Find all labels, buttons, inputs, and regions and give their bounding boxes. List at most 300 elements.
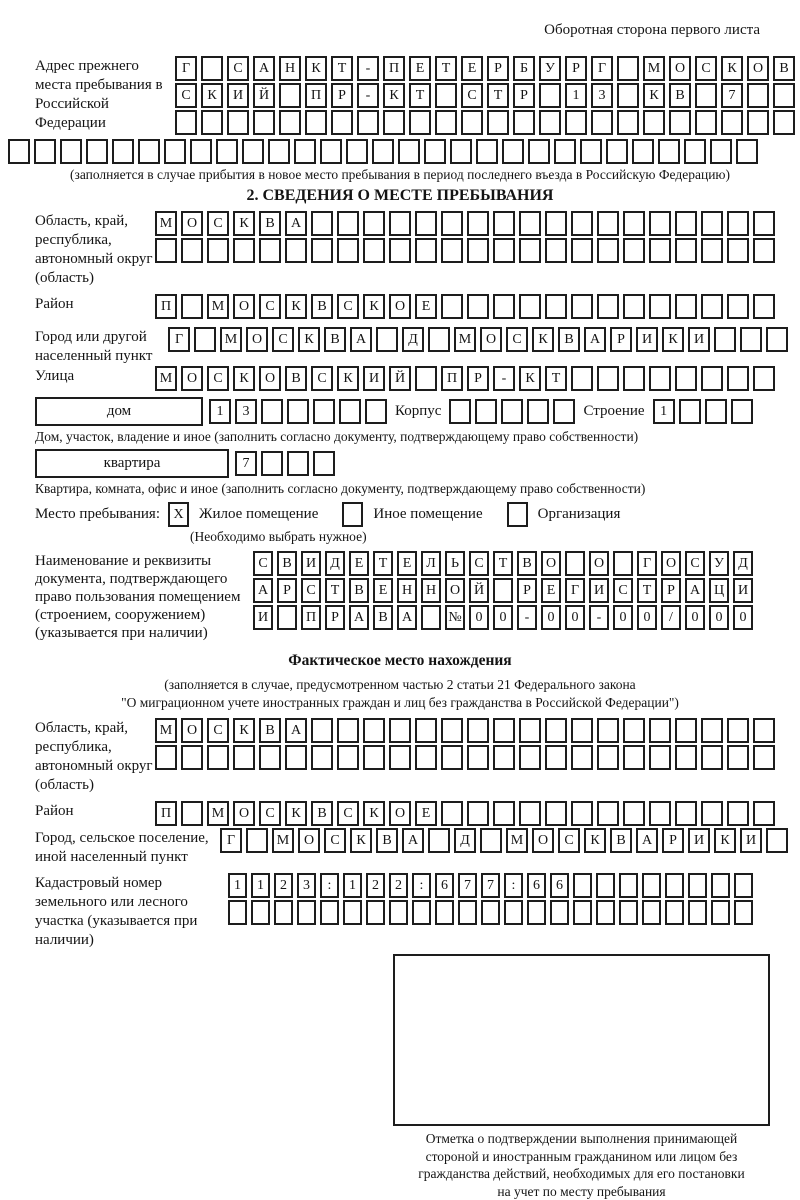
kvartira-box[interactable]: квартира <box>35 449 229 478</box>
char-cell[interactable] <box>493 211 515 236</box>
char-cell[interactable]: 0 <box>541 605 561 630</box>
char-cell[interactable]: Т <box>409 83 431 108</box>
char-cell[interactable] <box>658 139 680 164</box>
char-cell[interactable] <box>366 900 385 925</box>
char-cell[interactable]: Р <box>661 578 681 603</box>
char-cell[interactable]: И <box>688 828 710 853</box>
char-cell[interactable] <box>527 399 549 424</box>
char-cell[interactable] <box>675 294 697 319</box>
char-cell[interactable]: Р <box>662 828 684 853</box>
char-cell[interactable] <box>190 139 212 164</box>
char-cell[interactable] <box>649 294 671 319</box>
char-cell[interactable] <box>389 211 411 236</box>
char-cell[interactable] <box>441 211 463 236</box>
char-cell[interactable]: С <box>253 551 273 576</box>
char-cell[interactable] <box>727 801 749 826</box>
char-cell[interactable]: С <box>259 294 281 319</box>
char-cell[interactable] <box>86 139 108 164</box>
char-cell[interactable] <box>228 900 247 925</box>
char-cell[interactable] <box>773 110 795 135</box>
char-cell[interactable] <box>731 399 753 424</box>
char-cell[interactable] <box>501 399 523 424</box>
char-cell[interactable] <box>409 110 431 135</box>
char-cell[interactable] <box>493 718 515 743</box>
char-cell[interactable] <box>665 900 684 925</box>
char-cell[interactable]: 0 <box>565 605 585 630</box>
char-cell[interactable] <box>623 294 645 319</box>
char-cell[interactable]: 6 <box>527 873 546 898</box>
char-cell[interactable] <box>461 110 483 135</box>
char-cell[interactable] <box>112 139 134 164</box>
char-cell[interactable]: К <box>383 83 405 108</box>
char-cell[interactable] <box>311 745 333 770</box>
char-cell[interactable]: И <box>363 366 385 391</box>
char-cell[interactable] <box>421 605 441 630</box>
char-cell[interactable] <box>502 139 524 164</box>
char-cell[interactable] <box>753 718 775 743</box>
char-cell[interactable]: В <box>373 605 393 630</box>
char-cell[interactable]: Т <box>637 578 657 603</box>
char-cell[interactable] <box>441 718 463 743</box>
char-cell[interactable] <box>766 828 788 853</box>
char-cell[interactable]: К <box>363 801 385 826</box>
char-cell[interactable]: В <box>773 56 795 81</box>
char-cell[interactable]: 1 <box>251 873 270 898</box>
char-cell[interactable]: М <box>155 718 177 743</box>
char-cell[interactable]: Р <box>331 83 353 108</box>
char-cell[interactable]: 2 <box>366 873 385 898</box>
char-cell[interactable] <box>415 238 437 263</box>
char-cell[interactable]: 0 <box>685 605 705 630</box>
char-cell[interactable]: К <box>714 828 736 853</box>
char-cell[interactable] <box>597 211 619 236</box>
char-cell[interactable] <box>441 801 463 826</box>
char-cell[interactable] <box>493 294 515 319</box>
char-cell[interactable] <box>519 294 541 319</box>
char-cell[interactable] <box>504 900 523 925</box>
char-cell[interactable]: С <box>337 801 359 826</box>
char-cell[interactable] <box>571 718 593 743</box>
char-cell[interactable] <box>545 294 567 319</box>
char-cell[interactable]: 0 <box>637 605 657 630</box>
char-cell[interactable]: К <box>350 828 372 853</box>
char-cell[interactable]: И <box>301 551 321 576</box>
char-cell[interactable] <box>311 211 333 236</box>
char-cell[interactable] <box>747 83 769 108</box>
char-cell[interactable]: Р <box>565 56 587 81</box>
char-cell[interactable]: Е <box>397 551 417 576</box>
char-cell[interactable] <box>246 828 268 853</box>
char-cell[interactable] <box>343 900 362 925</box>
char-cell[interactable] <box>649 211 671 236</box>
char-cell[interactable] <box>642 900 661 925</box>
char-cell[interactable]: Г <box>591 56 613 81</box>
char-cell[interactable]: О <box>541 551 561 576</box>
char-cell[interactable]: В <box>311 294 333 319</box>
char-cell[interactable]: : <box>320 873 339 898</box>
char-cell[interactable]: 6 <box>550 873 569 898</box>
residence-checkbox-zhiloe[interactable]: X <box>168 502 189 527</box>
char-cell[interactable] <box>320 900 339 925</box>
char-cell[interactable] <box>701 238 723 263</box>
char-cell[interactable] <box>268 139 290 164</box>
char-cell[interactable]: О <box>389 801 411 826</box>
char-cell[interactable] <box>753 211 775 236</box>
char-cell[interactable] <box>573 900 592 925</box>
char-cell[interactable] <box>753 745 775 770</box>
char-cell[interactable]: Р <box>610 327 632 352</box>
char-cell[interactable] <box>8 139 30 164</box>
char-cell[interactable] <box>493 578 513 603</box>
char-cell[interactable]: Д <box>325 551 345 576</box>
char-cell[interactable]: О <box>747 56 769 81</box>
char-cell[interactable] <box>740 327 762 352</box>
char-cell[interactable]: Т <box>325 578 345 603</box>
char-cell[interactable] <box>519 718 541 743</box>
char-cell[interactable] <box>623 745 645 770</box>
char-cell[interactable]: П <box>155 294 177 319</box>
char-cell[interactable]: К <box>305 56 327 81</box>
char-cell[interactable] <box>475 399 497 424</box>
residence-checkbox-inoe[interactable] <box>342 502 363 527</box>
char-cell[interactable]: - <box>517 605 537 630</box>
char-cell[interactable]: С <box>469 551 489 576</box>
char-cell[interactable] <box>539 83 561 108</box>
char-cell[interactable] <box>554 139 576 164</box>
char-cell[interactable] <box>580 139 602 164</box>
char-cell[interactable]: А <box>402 828 424 853</box>
char-cell[interactable] <box>441 238 463 263</box>
char-cell[interactable] <box>337 745 359 770</box>
char-cell[interactable]: У <box>539 56 561 81</box>
char-cell[interactable] <box>376 327 398 352</box>
char-cell[interactable]: Г <box>565 578 585 603</box>
char-cell[interactable] <box>597 238 619 263</box>
char-cell[interactable] <box>753 801 775 826</box>
char-cell[interactable] <box>527 900 546 925</box>
char-cell[interactable]: С <box>175 83 197 108</box>
char-cell[interactable]: С <box>337 294 359 319</box>
char-cell[interactable]: К <box>201 83 223 108</box>
char-cell[interactable] <box>313 451 335 476</box>
char-cell[interactable]: С <box>324 828 346 853</box>
char-cell[interactable] <box>194 327 216 352</box>
char-cell[interactable] <box>311 718 333 743</box>
char-cell[interactable]: 7 <box>481 873 500 898</box>
char-cell[interactable] <box>727 211 749 236</box>
char-cell[interactable]: Н <box>397 578 417 603</box>
char-cell[interactable] <box>734 873 753 898</box>
char-cell[interactable]: Т <box>331 56 353 81</box>
char-cell[interactable] <box>441 745 463 770</box>
char-cell[interactable] <box>493 238 515 263</box>
char-cell[interactable] <box>346 139 368 164</box>
char-cell[interactable]: 1 <box>343 873 362 898</box>
char-cell[interactable] <box>513 110 535 135</box>
char-cell[interactable] <box>596 873 615 898</box>
char-cell[interactable] <box>597 366 619 391</box>
char-cell[interactable]: Л <box>421 551 441 576</box>
dom-box[interactable]: дом <box>35 397 203 426</box>
char-cell[interactable]: О <box>298 828 320 853</box>
char-cell[interactable] <box>623 366 645 391</box>
char-cell[interactable] <box>753 294 775 319</box>
char-cell[interactable]: 2 <box>274 873 293 898</box>
char-cell[interactable] <box>675 238 697 263</box>
char-cell[interactable] <box>363 238 385 263</box>
char-cell[interactable] <box>138 139 160 164</box>
char-cell[interactable] <box>233 745 255 770</box>
char-cell[interactable] <box>711 873 730 898</box>
char-cell[interactable]: В <box>376 828 398 853</box>
char-cell[interactable] <box>623 211 645 236</box>
char-cell[interactable] <box>545 211 567 236</box>
char-cell[interactable] <box>449 399 471 424</box>
char-cell[interactable]: 1 <box>209 399 231 424</box>
char-cell[interactable] <box>294 139 316 164</box>
char-cell[interactable]: Т <box>487 83 509 108</box>
char-cell[interactable]: И <box>227 83 249 108</box>
char-cell[interactable]: С <box>613 578 633 603</box>
char-cell[interactable]: А <box>285 211 307 236</box>
char-cell[interactable] <box>701 294 723 319</box>
char-cell[interactable]: С <box>301 578 321 603</box>
char-cell[interactable]: М <box>272 828 294 853</box>
char-cell[interactable] <box>617 56 639 81</box>
char-cell[interactable] <box>539 110 561 135</box>
char-cell[interactable]: К <box>662 327 684 352</box>
char-cell[interactable] <box>487 110 509 135</box>
char-cell[interactable]: С <box>227 56 249 81</box>
char-cell[interactable]: А <box>285 718 307 743</box>
char-cell[interactable] <box>688 900 707 925</box>
char-cell[interactable]: Н <box>279 56 301 81</box>
char-cell[interactable]: О <box>259 366 281 391</box>
char-cell[interactable] <box>363 211 385 236</box>
char-cell[interactable]: Г <box>220 828 242 853</box>
char-cell[interactable] <box>649 366 671 391</box>
char-cell[interactable]: М <box>207 801 229 826</box>
char-cell[interactable] <box>415 211 437 236</box>
char-cell[interactable]: Ц <box>709 578 729 603</box>
char-cell[interactable] <box>259 745 281 770</box>
char-cell[interactable] <box>675 801 697 826</box>
char-cell[interactable] <box>337 211 359 236</box>
char-cell[interactable]: В <box>311 801 333 826</box>
char-cell[interactable] <box>619 900 638 925</box>
char-cell[interactable]: П <box>383 56 405 81</box>
char-cell[interactable] <box>623 238 645 263</box>
char-cell[interactable]: М <box>454 327 476 352</box>
char-cell[interactable]: В <box>277 551 297 576</box>
char-cell[interactable] <box>545 238 567 263</box>
char-cell[interactable] <box>701 801 723 826</box>
char-cell[interactable] <box>721 110 743 135</box>
char-cell[interactable]: Г <box>168 327 190 352</box>
char-cell[interactable] <box>424 139 446 164</box>
char-cell[interactable] <box>519 745 541 770</box>
char-cell[interactable] <box>372 139 394 164</box>
char-cell[interactable]: А <box>253 56 275 81</box>
char-cell[interactable]: Р <box>325 605 345 630</box>
char-cell[interactable] <box>617 83 639 108</box>
char-cell[interactable] <box>617 110 639 135</box>
char-cell[interactable]: Е <box>349 551 369 576</box>
char-cell[interactable] <box>389 745 411 770</box>
char-cell[interactable]: С <box>506 327 528 352</box>
char-cell[interactable]: К <box>298 327 320 352</box>
char-cell[interactable]: Е <box>415 801 437 826</box>
char-cell[interactable] <box>251 900 270 925</box>
char-cell[interactable] <box>320 139 342 164</box>
char-cell[interactable] <box>753 366 775 391</box>
char-cell[interactable]: 7 <box>721 83 743 108</box>
char-cell[interactable] <box>467 238 489 263</box>
char-cell[interactable] <box>476 139 498 164</box>
char-cell[interactable]: Т <box>493 551 513 576</box>
char-cell[interactable] <box>337 718 359 743</box>
char-cell[interactable] <box>279 83 301 108</box>
char-cell[interactable]: А <box>397 605 417 630</box>
char-cell[interactable]: Г <box>637 551 657 576</box>
char-cell[interactable] <box>277 605 297 630</box>
char-cell[interactable] <box>649 718 671 743</box>
char-cell[interactable]: К <box>285 294 307 319</box>
char-cell[interactable] <box>233 238 255 263</box>
char-cell[interactable]: 6 <box>435 873 454 898</box>
char-cell[interactable] <box>597 294 619 319</box>
char-cell[interactable] <box>467 211 489 236</box>
char-cell[interactable]: Р <box>277 578 297 603</box>
char-cell[interactable]: И <box>740 828 762 853</box>
char-cell[interactable]: В <box>517 551 537 576</box>
char-cell[interactable] <box>684 139 706 164</box>
char-cell[interactable]: К <box>285 801 307 826</box>
char-cell[interactable] <box>727 745 749 770</box>
char-cell[interactable] <box>597 718 619 743</box>
char-cell[interactable]: В <box>610 828 632 853</box>
char-cell[interactable]: 0 <box>469 605 489 630</box>
char-cell[interactable]: О <box>181 718 203 743</box>
char-cell[interactable] <box>412 900 431 925</box>
char-cell[interactable] <box>753 238 775 263</box>
char-cell[interactable] <box>519 238 541 263</box>
char-cell[interactable]: П <box>441 366 463 391</box>
char-cell[interactable]: П <box>305 83 327 108</box>
char-cell[interactable]: И <box>688 327 710 352</box>
char-cell[interactable]: Е <box>541 578 561 603</box>
char-cell[interactable]: С <box>695 56 717 81</box>
char-cell[interactable]: Б <box>513 56 535 81</box>
char-cell[interactable] <box>285 745 307 770</box>
char-cell[interactable] <box>747 110 769 135</box>
char-cell[interactable]: 3 <box>235 399 257 424</box>
char-cell[interactable] <box>60 139 82 164</box>
char-cell[interactable] <box>201 56 223 81</box>
residence-checkbox-org[interactable] <box>507 502 528 527</box>
char-cell[interactable] <box>710 139 732 164</box>
char-cell[interactable] <box>701 745 723 770</box>
char-cell[interactable] <box>565 551 585 576</box>
char-cell[interactable] <box>467 745 489 770</box>
char-cell[interactable]: М <box>643 56 665 81</box>
char-cell[interactable]: 1 <box>653 399 675 424</box>
char-cell[interactable] <box>261 451 283 476</box>
char-cell[interactable]: И <box>636 327 658 352</box>
char-cell[interactable] <box>383 110 405 135</box>
char-cell[interactable] <box>287 399 309 424</box>
char-cell[interactable]: Е <box>461 56 483 81</box>
char-cell[interactable]: Е <box>415 294 437 319</box>
char-cell[interactable]: В <box>349 578 369 603</box>
char-cell[interactable]: К <box>532 327 554 352</box>
char-cell[interactable]: Д <box>733 551 753 576</box>
char-cell[interactable] <box>207 745 229 770</box>
char-cell[interactable]: - <box>357 56 379 81</box>
char-cell[interactable]: К <box>233 211 255 236</box>
char-cell[interactable] <box>242 139 264 164</box>
char-cell[interactable]: В <box>259 718 281 743</box>
char-cell[interactable] <box>545 801 567 826</box>
char-cell[interactable] <box>435 900 454 925</box>
char-cell[interactable]: О <box>246 327 268 352</box>
char-cell[interactable] <box>545 718 567 743</box>
char-cell[interactable]: : <box>504 873 523 898</box>
char-cell[interactable] <box>201 110 223 135</box>
char-cell[interactable] <box>623 801 645 826</box>
char-cell[interactable] <box>675 745 697 770</box>
char-cell[interactable] <box>519 211 541 236</box>
char-cell[interactable]: О <box>661 551 681 576</box>
char-cell[interactable]: 0 <box>709 605 729 630</box>
char-cell[interactable]: № <box>445 605 465 630</box>
char-cell[interactable] <box>679 399 701 424</box>
char-cell[interactable]: А <box>253 578 273 603</box>
char-cell[interactable]: К <box>233 366 255 391</box>
char-cell[interactable]: О <box>480 327 502 352</box>
char-cell[interactable]: К <box>721 56 743 81</box>
char-cell[interactable] <box>642 873 661 898</box>
char-cell[interactable] <box>155 745 177 770</box>
char-cell[interactable] <box>565 110 587 135</box>
char-cell[interactable]: О <box>532 828 554 853</box>
char-cell[interactable]: А <box>636 828 658 853</box>
char-cell[interactable] <box>701 211 723 236</box>
char-cell[interactable] <box>675 366 697 391</box>
char-cell[interactable] <box>649 745 671 770</box>
char-cell[interactable]: 0 <box>733 605 753 630</box>
char-cell[interactable]: / <box>661 605 681 630</box>
char-cell[interactable]: А <box>685 578 705 603</box>
char-cell[interactable] <box>279 110 301 135</box>
char-cell[interactable] <box>287 451 309 476</box>
char-cell[interactable] <box>597 745 619 770</box>
char-cell[interactable]: Е <box>409 56 431 81</box>
char-cell[interactable]: 1 <box>565 83 587 108</box>
char-cell[interactable] <box>389 718 411 743</box>
char-cell[interactable] <box>164 139 186 164</box>
char-cell[interactable]: К <box>337 366 359 391</box>
char-cell[interactable] <box>545 745 567 770</box>
char-cell[interactable]: Д <box>402 327 424 352</box>
char-cell[interactable]: Р <box>517 578 537 603</box>
char-cell[interactable] <box>613 551 633 576</box>
char-cell[interactable] <box>428 327 450 352</box>
char-cell[interactable] <box>467 718 489 743</box>
char-cell[interactable]: 1 <box>228 873 247 898</box>
char-cell[interactable]: 7 <box>458 873 477 898</box>
char-cell[interactable] <box>669 110 691 135</box>
